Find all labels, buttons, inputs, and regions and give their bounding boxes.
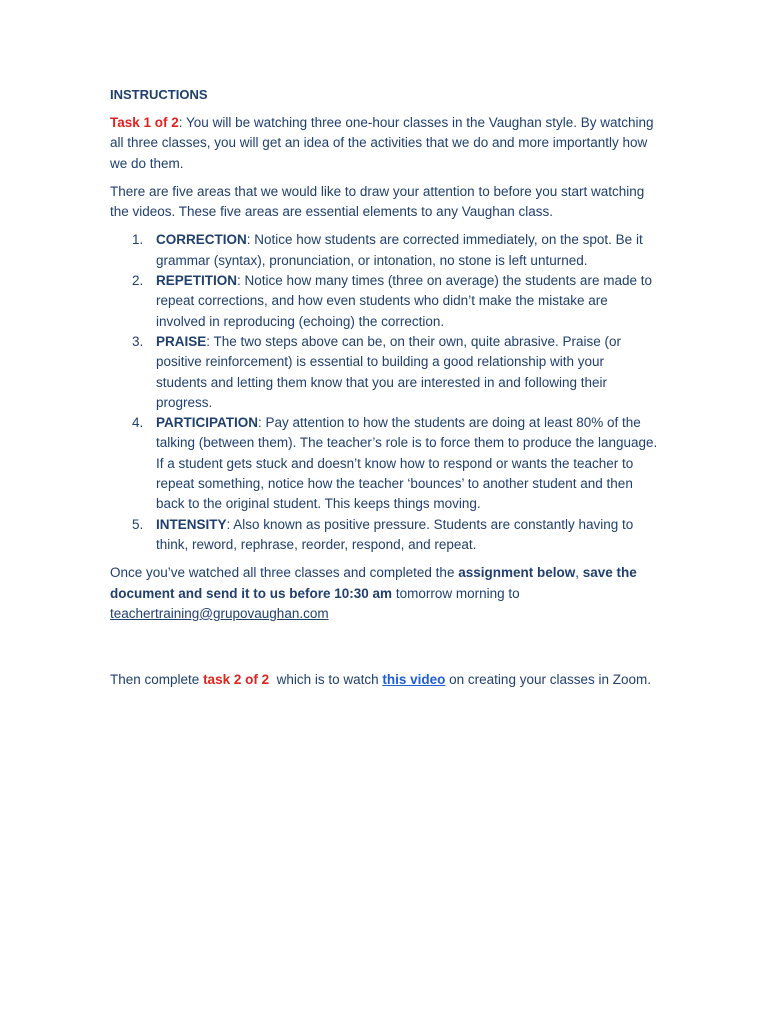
list-item: [110, 271, 658, 332]
list-item: [110, 515, 658, 556]
list-number: 1.: [132, 232, 144, 248]
closing-text-3: tomorrow morning to: [392, 585, 520, 601]
closing-bold-deadline: save the document and send it to us before 10:30 am: [110, 565, 637, 601]
list-item: [110, 413, 658, 514]
task2-label: task 2 of 2: [203, 672, 270, 688]
list-number: 3.: [132, 333, 144, 349]
area-text: : Pay attention to how the students are doing at least 80% of the talking (between them). The teacher’s role is to force them to produce the language. If a student gets stuck and doesn’t know how to respond or wants the teacher to repeat something, notice how the teacher ‘bounces’ to another student and then back to the original student. This keeps things moving.: [156, 415, 658, 512]
area-term: INTENSITY: [156, 516, 227, 532]
video-link[interactable]: this video: [382, 672, 446, 688]
email-link-trailing-space: [329, 606, 337, 621]
task2-text-3: on creating your classes in Zoom.: [445, 672, 651, 688]
email-link[interactable]: teachertraining@grupovaughan.com: [110, 605, 329, 621]
intro-paragraph: There are five areas that we would like to draw your attention to before you start watching the videos. These five areas are essential elements to any Vaughan class.: [110, 183, 645, 220]
list-item: [110, 230, 658, 271]
list-number: 4.: [132, 415, 144, 431]
list-number: 2.: [132, 273, 144, 289]
area-text: : Also known as positive pressure. Students are constantly having to think, reword, rephrase, reorder, respond, and repeat.: [156, 516, 634, 552]
task2-text-1: Then complete: [110, 672, 204, 688]
area-text: : Notice how many times (three on average) the students are made to repeat corrections, and how even students who didn’t make the mistake are involved in reproducing (echoing) the correction.: [156, 273, 652, 329]
list-item: [110, 332, 658, 413]
document-body: [110, 85, 658, 698]
area-text: : Notice how students are corrected immediately, on the spot. Be it grammar (syntax), pronunciation, or intonation, no stone is left unturned.: [156, 232, 643, 268]
task2-paragraph: [110, 670, 658, 690]
area-term: REPETITION: [156, 273, 238, 289]
area-text: : The two steps above can be, on their own, quite abrasive. Praise (or positive reinforcement) is essential to building a good relationship with your students and letting them know that you are interested in and following their progress.: [156, 333, 621, 410]
closing-text-2: ,: [575, 565, 583, 581]
area-term: CORRECTION: [156, 232, 247, 248]
instructions-heading: INSTRUCTIONS: [110, 87, 208, 102]
areas-list: [110, 230, 658, 555]
area-term: PARTICIPATION: [156, 415, 258, 431]
task1-text: : You will be watching three one-hour classes in the Vaughan style. By watching all three classes, you will get an idea of the activities that we do and more importantly how we do them.: [110, 115, 654, 171]
area-term: PRAISE: [156, 333, 207, 349]
closing-bold-assignment: assignment below: [458, 565, 576, 581]
paragraph-spacer: [110, 632, 658, 670]
task1-label: Task 1 of 2: [110, 115, 179, 130]
closing-text-1: Once you’ve watched all three classes and completed the: [110, 565, 459, 581]
task1-paragraph: [110, 113, 658, 174]
task2-text-2: which is to watch: [269, 672, 383, 688]
closing-paragraph: [110, 563, 658, 624]
list-number: 5.: [132, 516, 144, 532]
